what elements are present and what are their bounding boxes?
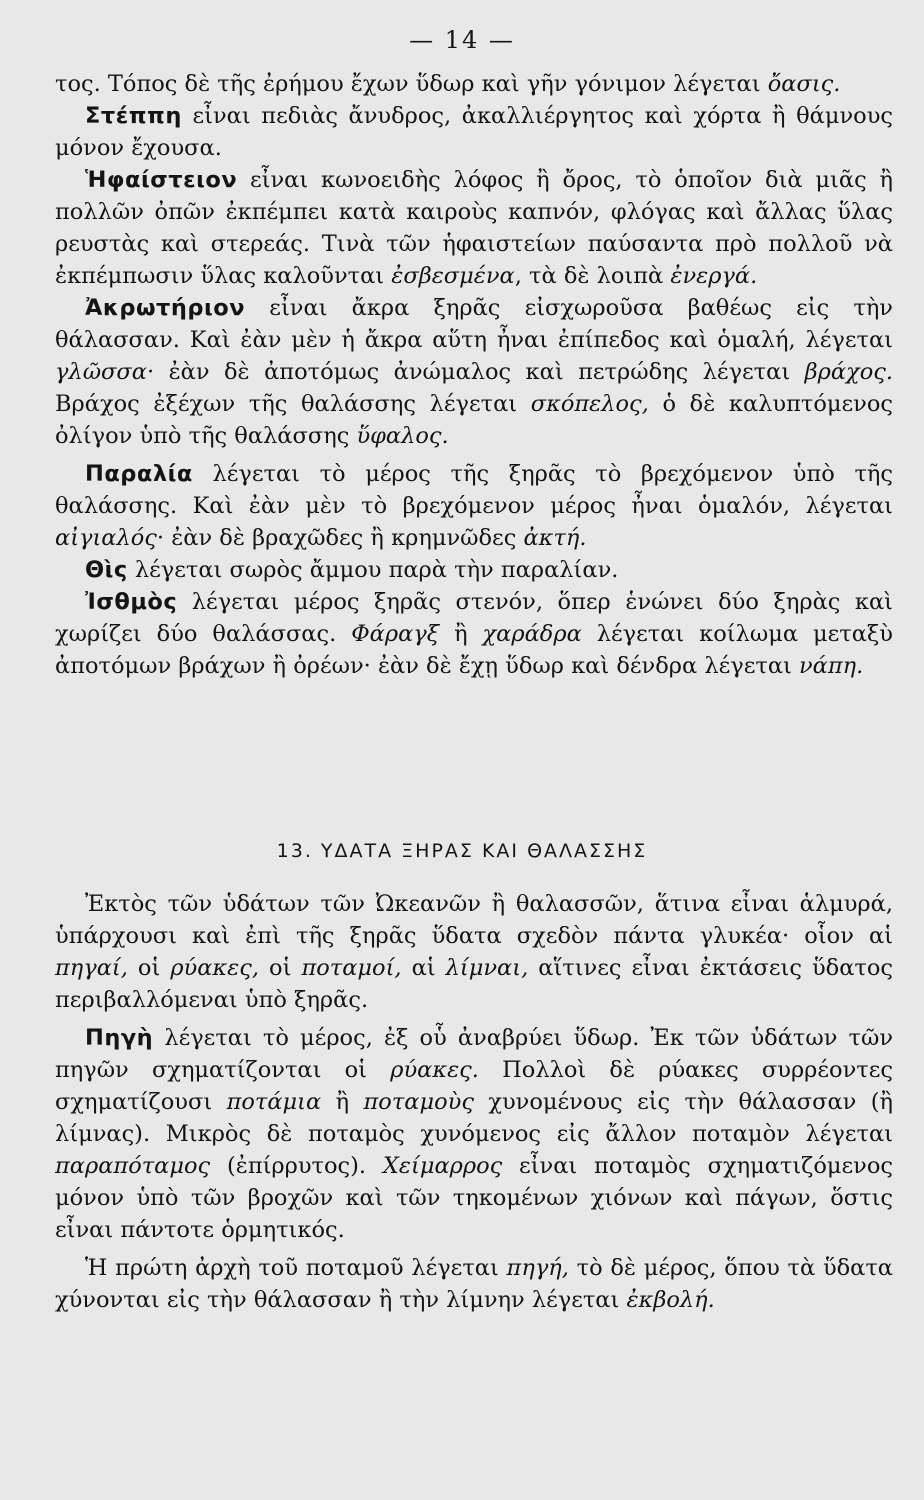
italic-term: ἀκτή. [523,525,587,551]
bold-term: Ἰσθμὸς [85,589,178,615]
paragraph-text: ὁ δὲ καλυπτόμενος ὀλίγον ὑπὸ τῆς θαλάσσης [55,391,893,449]
paragraph-text: ἐὰν δὲ ἀποτόμως ἀνώμαλος καὶ πετρώδης λέγεται [154,359,805,385]
paragraph-isthmus [55,586,893,682]
italic-term: πηγαί, [55,955,128,981]
italic-term: Φάραγξ [351,621,440,647]
italic-term: λίμναι, [445,955,529,981]
paragraph-volcano [55,164,893,292]
page-number: — 14 — [409,26,515,54]
paragraph-text: (ἐπίρρυτος). [210,1153,383,1179]
italic-term: Χείμαρρος [382,1153,503,1179]
paragraph-text: λέγεται τὸ μέρος τῆς ξηρᾶς τὸ βρεχόμενον ὑπὸ τῆς θαλάσσης. Καὶ ἐὰν μὲν τὸ βρεχόμενον μέρος ἦναι ὁμαλόν, λέγεται [55,461,893,519]
paragraph-cape [55,292,893,452]
italic-term: ὄασις. [767,71,841,97]
italic-term: γλῶσσα· [55,359,155,385]
paragraph-text: τος. Τόπος δὲ τῆς ἐρήμου ἔχων ὕδωρ καὶ γῆν γόνιμον λέγεται [55,71,768,97]
bold-term: Ἀκρωτήριον [85,295,246,321]
paragraph-text: τὸ δὲ μέρος, ὅπου τὰ ὕδατα χύνονται εἰς τὴν θάλασσαν ἢ τὴν λίμνην λέγεται [55,1255,893,1313]
paragraph-text: εἶναι ἄκρα ξηρᾶς εἰσχωροῦσα βαθέως εἰς τὴν θάλασσαν. Καὶ ἐὰν μὲν ἡ ἄκρα αὕτη ἦναι ἐπίπεδος καὶ ὁμαλή, λέγεται [55,295,893,353]
italic-term: ποταμοί, [301,955,402,981]
paragraph-text: λέγεται τὸ μέρος, ἐξ οὗ ἀναβρύει ὕδωρ. Ἐκ τῶν ὑδάτων τῶν πηγῶν σχηματίζονται οἱ [55,1025,893,1083]
bold-term: Ἡφαίστειον [85,167,238,193]
paragraph-waters [55,888,893,1016]
italic-term: αἰγιαλός· [55,525,165,551]
italic-term: ἐκβολή. [626,1287,715,1313]
paragraph-text: οἱ [259,955,302,981]
paragraph-text: εἶναι ποταμὸς σχηματιζόμενος μόνον ὑπὸ τῶν βροχῶν καὶ τῶν τηκομένων χιόνων καὶ πάγων, ὅστις εἶναι πάντοτε ὁρμητικός. [55,1153,893,1243]
italic-term: πηγή, [506,1255,569,1281]
paragraph-text: εἶναι κωνοειδὴς λόφος ἢ ὄρος, τὸ ὁποῖον διὰ μιᾶς ἢ πολλῶν ὀπῶν ἐκπέμπει κατὰ καιροὺς καπνόν, φλόγας καὶ ἄλλας ὕλας ρευστὰς καὶ στερεάς. Τινὰ τῶν ἡφαιστείων παύσαντα πρὸ πολλοῦ νὰ ἐκπέμπωσιν ὕλας καλοῦνται [55,167,893,289]
italic-term: σκόπελος, [530,391,649,417]
italic-term: νάπη. [798,653,864,679]
paragraph-text: αἱ [401,955,446,981]
paragraph-text: , τὰ δὲ λοιπὰ [514,263,671,289]
paragraph-text: Ἡ πρώτη ἀρχὴ τοῦ ποταμοῦ λέγεται [85,1255,507,1281]
italic-term: ρύακες. [390,1057,479,1083]
bold-term: Πηγὴ [85,1025,154,1051]
paragraph-text: λέγεται μέρος ξηρᾶς στενόν, ὅπερ ἑνώνει δύο ξηρὰς καὶ χωρίζει δύο θαλάσσας. [55,589,893,647]
paragraph-oasis [55,68,893,100]
paragraph-steppe [55,100,893,164]
paragraph-text: Πολλοὶ δὲ ρύακες συρρέοντες σχηματίζουσι [55,1057,893,1115]
text-block-upper [55,68,893,682]
paragraph-coast [55,458,893,554]
italic-term: ἐνεργά. [670,263,758,289]
paragraph-text: αἵτινες εἶναι ἐκτάσεις ὕδατος περιβαλλόμεναι ὑπὸ ξηρᾶς. [55,955,893,1013]
paragraph-spring [55,1022,893,1246]
paragraph-text: ἢ [439,621,483,647]
paragraph-text: ἢ [321,1089,364,1115]
italic-term: ἐσβεσμένα [391,263,515,289]
italic-term: χαράδρα [482,621,582,647]
paragraph-text: οἱ [127,955,171,981]
section-heading: 13. ΥΔΑΤΑ ΞΗΡΑΣ ΚΑΙ ΘΑΛΑΣΣΗΣ [276,840,648,862]
italic-term: παραπόταμος [55,1153,211,1179]
italic-term: βράχος. [804,359,893,385]
text-block-lower [55,888,893,1316]
bold-term: Θὶς [85,557,128,583]
paragraph-dune [55,554,893,586]
paragraph-text: Ἐκτὸς τῶν ὑδάτων τῶν Ὠκεανῶν ἢ θαλασσῶν, ἅτινα εἶναι ἁλμυρά, ὑπάρχουσι καὶ ἐπὶ τῆς ξηρᾶς ὕδατα σχεδὸν πάντα γλυκέα· οἷον αἱ [55,891,893,949]
paragraph-text: λέγεται σωρὸς ἄμμου παρὰ τὴν παραλίαν. [127,557,619,583]
italic-term: ὕφαλος. [356,423,449,449]
bold-term: Στέππη [85,103,182,129]
italic-term: ποταμοὺς [363,1089,474,1115]
paragraph-text: εἶναι πεδιὰς ἄνυδρος, ἀκαλλιέργητος καὶ χόρτα ἢ θάμνους μόνον ἔχουσα. [55,103,893,161]
paragraph-text: χυνομένους εἰς τὴν θάλασσαν (ἢ λίμνας). Μικρὸς δὲ ποταμὸς χυνόμενος εἰς ἄλλον ποταμὸν λέγεται [55,1089,894,1147]
paragraph-text: Βράχος ἐξέχων τῆς θαλάσσης λέγεται [55,391,531,417]
paragraph-river-source [55,1252,893,1316]
italic-term: ρύακες, [170,955,260,981]
paragraph-text: λέγεται κοίλωμα μεταξὺ ἀποτόμων βράχων ἢ ὀρέων· ἐὰν δὲ ἔχῃ ὕδωρ καὶ δένδρα λέγεται [55,621,893,679]
paragraph-text: ἐὰν δὲ βραχῶδες ἢ κρημνῶδες [164,525,524,551]
italic-term: ποτάμια [226,1089,322,1115]
bold-term: Παραλία [85,461,193,487]
